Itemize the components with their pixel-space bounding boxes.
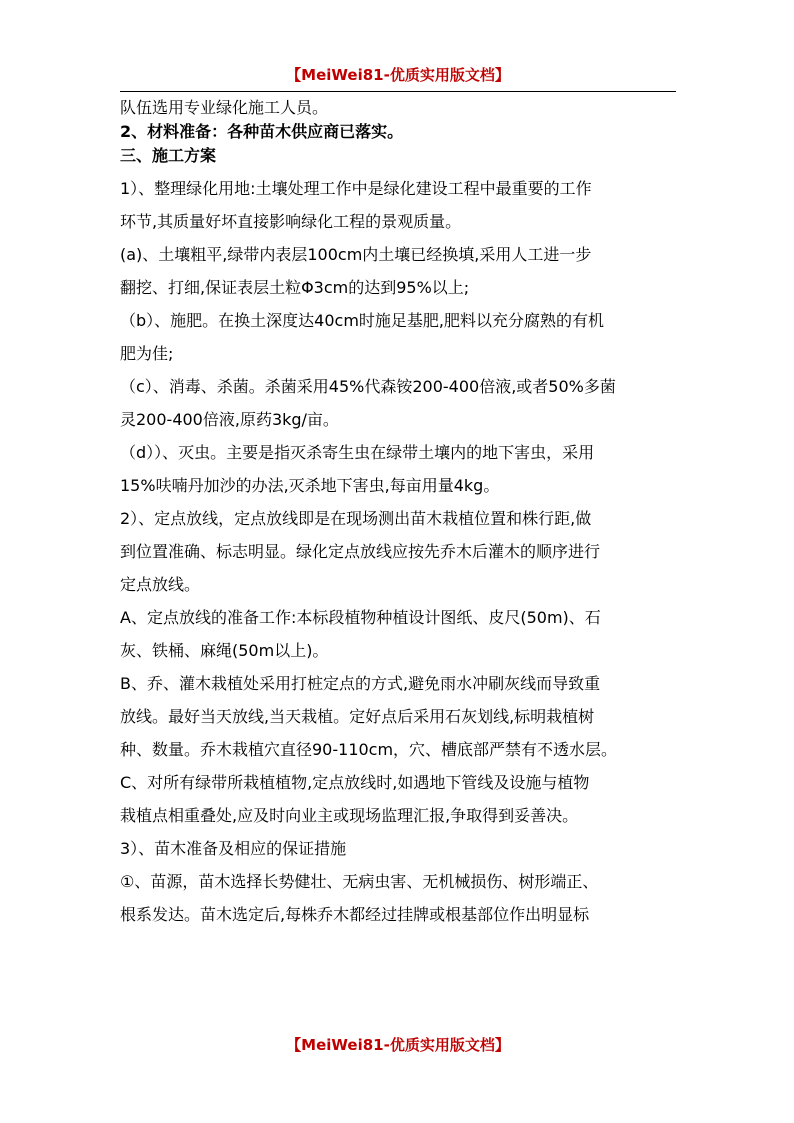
text-line: B、乔、灌木栽植处采用打桩定点的方式,避免雨水冲刷灰线而导致重 [120, 674, 601, 693]
header-divider [120, 91, 676, 92]
text-line: （d））、灭虫。主要是指灭杀寄生虫在绿带土壤内的地下害虫，采用 [120, 443, 595, 462]
page-header: 【MeiWei81-优质实用版文档】 [286, 66, 510, 84]
text-line: 放线。最好当天放线,当天栽植。定好点后采用石灰划线,标明栽植树 [120, 707, 595, 726]
text-line: 2、材料准备：各种苗木供应商已落实。 [120, 122, 404, 141]
text-line: （c）、消毒、杀菌。杀菌采用45%代森铵200-400倍液,或者50%多菌 [120, 377, 616, 396]
text-line: 定点放线。 [120, 575, 201, 594]
text-line: （b）、施肥。在换土深度达40cm时施足基肥,肥料以充分腐熟的有机 [120, 311, 604, 330]
text-line: 15%呋喃丹加沙的办法,灭杀地下害虫,每亩用量4kg。 [120, 476, 500, 495]
document-body [120, 96, 676, 927]
section-heading: 三、施工方案 [120, 146, 217, 165]
text-line: 种、数量。乔木栽植穴直径90-110cm，穴、槽底部严禁有不透水层。 [120, 740, 618, 759]
text-line: 灵200-400倍液,原药3kg/亩。 [120, 410, 339, 429]
page-footer: 【MeiWei81-优质实用版文档】 [286, 1036, 510, 1054]
text-line: 2）、定点放线，定点放线即是在现场测出苗木栽植位置和株行距,做 [120, 509, 592, 528]
text-line: 根系发达。苗木选定后,每株乔木都经过挂牌或根基部位作出明显标 [120, 905, 590, 924]
text-line: 肥为佳; [120, 344, 174, 363]
text-line: 队伍选用专业绿化施工人员。 [120, 98, 329, 117]
text-line: 栽植点相重叠处,应及时向业主或现场监理汇报,争取得到妥善决。 [120, 806, 579, 825]
text-line: A、定点放线的准备工作:本标段植物种植设计图纸、皮尺(50m)、石 [120, 608, 601, 627]
text-line: 1）、整理绿化用地:土壤处理工作中是绿化建设工程中最重要的工作 [120, 179, 592, 198]
text-line: 到位置准确、标志明显。绿化定点放线应按先乔木后灌木的顺序进行 [120, 542, 601, 561]
text-line: 灰、铁桶、麻绳(50m以上)。 [120, 641, 329, 660]
text-line: 3）、苗木准备及相应的保证措施 [120, 839, 347, 858]
text-line: 环节,其质量好坏直接影响绿化工程的景观质量。 [120, 212, 462, 231]
text-line: ①、苗源，苗木选择长势健壮、无病虫害、无机械损伤、树形端正、 [120, 872, 599, 891]
text-line: 翻挖、打细,保证表层土粒Φ3cm的达到95%以上; [120, 278, 470, 297]
text-line: (a)、土壤粗平,绿带内表层100cm内土壤已经换填,采用人工进一步 [120, 245, 592, 264]
text-line: C、对所有绿带所栽植植物,定点放线时,如遇地下管线及设施与植物 [120, 773, 590, 792]
